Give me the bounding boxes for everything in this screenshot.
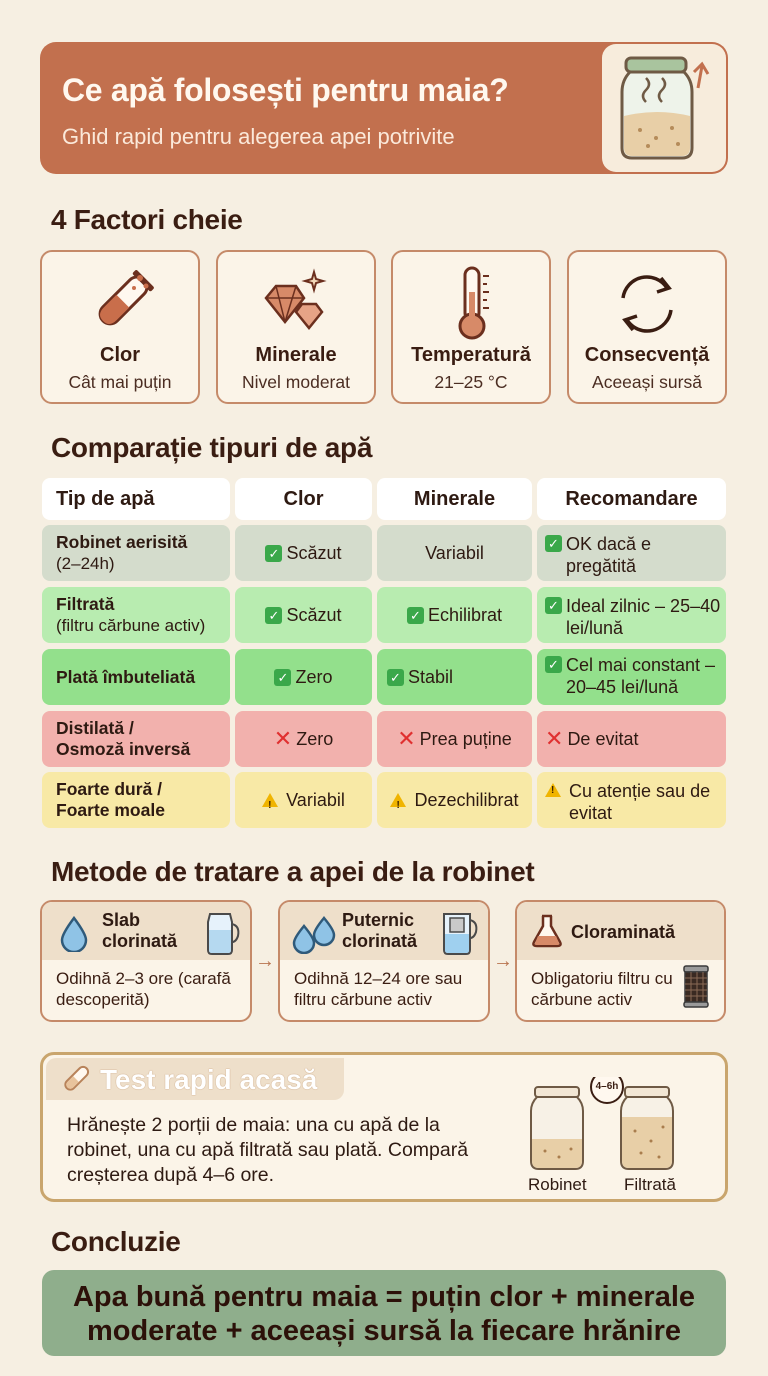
warning-icon: [390, 793, 406, 807]
table-cell-minerals: ✕ Prea puține: [377, 711, 532, 767]
warning-icon: [262, 793, 278, 807]
cross-icon: ✕: [397, 726, 416, 751]
check-icon: ✓: [407, 607, 424, 624]
table-cell-chlor: ✓ Scăzut: [235, 587, 372, 643]
cross-icon: ✕: [545, 726, 564, 751]
check-icon: ✓: [274, 669, 291, 686]
table-row-type: Distilată / Osmoză inversă: [42, 711, 230, 767]
arrow-icon: →: [255, 950, 275, 972]
check-icon: ✓: [545, 656, 562, 673]
water-drops-icon: [292, 916, 336, 954]
table-cell-rec: ✓ OK dacă e pregătită: [537, 525, 726, 581]
factor-card-minerale: [216, 250, 376, 404]
warning-icon: [545, 783, 561, 797]
table-cell-minerals: ! Dezechilibrat: [377, 772, 532, 828]
conclusion-title: Concluzie: [51, 1226, 181, 1257]
flask-icon: [531, 914, 563, 948]
comparison-title: Comparație tipuri de apă: [51, 432, 373, 463]
table-cell-chlor: ✓ Zero: [235, 649, 372, 705]
table-cell-rec: ✓ Cel mai constant – 20–45 lei/lună: [537, 649, 726, 705]
method-title: Slab clorinată: [102, 910, 178, 951]
cross-icon: ✕: [273, 726, 293, 751]
factor-name: Minerale: [255, 344, 337, 366]
table-header: Minerale: [377, 478, 532, 520]
conclusion-box: [42, 1270, 726, 1356]
check-icon: ✓: [545, 535, 562, 552]
method-desc: Odihnă 12–24 ore sau filtru cărbune activ: [294, 969, 463, 1009]
comparison-jars-icon: [527, 1077, 687, 1177]
check-icon: ✓: [265, 607, 282, 624]
carbon-filter-icon: [681, 964, 711, 1008]
method-title: Cloraminată: [571, 922, 676, 942]
methods-title: Metode de tratare a apei de la robinet: [51, 856, 535, 887]
method-card-slab: [40, 900, 252, 1022]
table-cell-minerals: ✓ Stabil: [377, 649, 532, 705]
page-title: Ce apă folosești pentru maia?: [62, 72, 509, 108]
thermometer-icon: [393, 264, 549, 344]
factor-desc: 21–25 °C: [434, 372, 508, 392]
table-row-type: Filtrată (filtru cărbune activ): [42, 587, 230, 643]
method-desc: Obligatoriu filtru cu cărbune activ: [531, 969, 673, 1009]
table-cell-minerals: Variabil: [377, 525, 532, 581]
table-cell-rec: ✕ De evitat: [537, 711, 726, 767]
header-banner: [40, 42, 728, 174]
method-card-cloraminata: [515, 900, 726, 1022]
test-tube-icon: [42, 264, 198, 344]
table-header: Tip de apă: [42, 478, 230, 520]
check-icon: ✓: [545, 597, 562, 614]
table-row-type: Robinet aerisită (2–24h): [42, 525, 230, 581]
factor-name: Consecvență: [584, 344, 710, 366]
table-header: Clor: [235, 478, 372, 520]
method-card-puternic: [278, 900, 490, 1022]
table-cell-chlor: ! Variabil: [235, 772, 372, 828]
water-drop-icon: [60, 916, 88, 952]
quick-test-tag: [46, 1058, 344, 1100]
table-cell-chlor: ✓ Scăzut: [235, 525, 372, 581]
conclusion-text: Apa bună pentru maia = puțin clor + minerale moderate + aceeași sursă la fiecare hrănire: [72, 1281, 696, 1347]
gems-icon: [218, 264, 374, 344]
test-tube-icon: [60, 1063, 92, 1095]
page-subtitle: Ghid rapid pentru alegerea apei potrivite: [62, 124, 455, 149]
timer-label: 4–6h: [595, 1081, 619, 1092]
factor-desc: Aceeași sursă: [592, 372, 702, 392]
table-cell-rec: ! Cu atenție sau de evitat: [537, 772, 726, 828]
table-cell-chlor: ✕ Zero: [235, 711, 372, 767]
method-title: Puternic clorinată: [342, 910, 418, 951]
factor-name: Temperatură: [411, 344, 531, 366]
quick-test-box: [40, 1052, 728, 1202]
factor-card-clor: [40, 250, 200, 404]
table-row-type: Foarte dură / Foarte moale: [42, 772, 230, 828]
quick-test-title: Test rapid acasă: [100, 1064, 318, 1095]
quick-test-body: Hrănește 2 porții de maia: una cu apă de la robinet, una cu apă filtrată sau plată. Compară creșterea după 4–6 ore.: [67, 1114, 469, 1186]
jar-label-right: Filtrată: [624, 1175, 676, 1194]
factor-card-temperatura: [391, 250, 551, 404]
factor-desc: Nivel moderat: [242, 372, 350, 392]
jar-label-left: Robinet: [528, 1175, 587, 1194]
jug-icon: [202, 910, 242, 956]
factors-title: 4 Factori cheie: [51, 204, 243, 235]
factor-desc: Cât mai puțin: [68, 372, 172, 392]
arrow-icon: →: [493, 950, 513, 972]
sourdough-jar-icon: [602, 44, 726, 172]
check-icon: ✓: [387, 669, 404, 686]
cycle-icon: [569, 264, 725, 344]
table-row-type: Plată îmbuteliată: [42, 649, 230, 705]
factor-card-consecventa: [567, 250, 727, 404]
table-header: Recomandare: [537, 478, 726, 520]
method-desc: Odihnă 2–3 ore (carafă descoperită): [56, 969, 231, 1009]
table-cell-rec: ✓ Ideal zilnic – 25–40 lei/lună: [537, 587, 726, 643]
check-icon: ✓: [265, 545, 282, 562]
factor-name: Clor: [100, 344, 140, 366]
filter-pitcher-icon: [438, 910, 480, 956]
table-cell-minerals: ✓ Echilibrat: [377, 587, 532, 643]
